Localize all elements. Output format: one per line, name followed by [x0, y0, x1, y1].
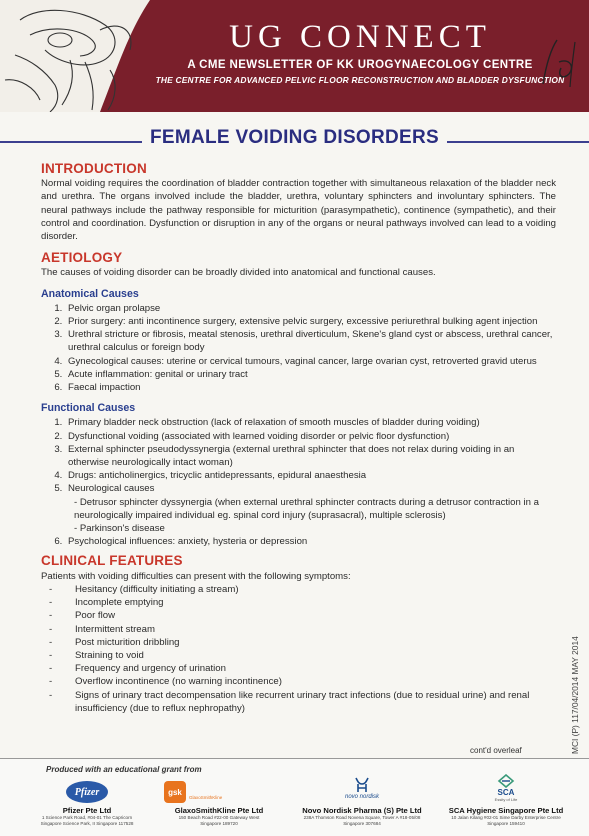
sca-logo-tagline: Essity of Life [494, 797, 518, 802]
symptoms-list [41, 583, 556, 715]
sponsor-address: 10 Jalan Kilang #02-01 Sime Darby Enterprise Centre [451, 815, 561, 820]
clinical-features-intro: Patients with voiding difficulties can present with the following symptoms: [41, 570, 351, 582]
document-title: FEMALE VOIDING DISORDERS [0, 127, 589, 149]
sponsor-name: SCA Hygiene Singapore Pte Ltd [448, 806, 564, 815]
anatomical-causes-heading: Anatomical Causes [41, 287, 139, 300]
introduction-heading: INTRODUCTION [41, 161, 147, 176]
list-item: 3. External sphincter pseudodyssynergia (external urethral sphincter that does not relax during voiding in an otherwise neurologically intact woman) [65, 443, 556, 469]
list-item: - Intermittent stream [41, 623, 556, 636]
anatomical-causes-list [41, 302, 556, 394]
sponsor-name: GlaxoSmithKline Pte Ltd [174, 806, 264, 815]
sponsor-address: 238A Thomson Road Novena Square, Tower A #18-05/08 [303, 815, 421, 820]
pfizer-logo: Pfizer [66, 781, 108, 803]
newsletter-title: UG CONNECT [229, 19, 491, 55]
document-title-row [0, 127, 589, 157]
sponsor-pfizer [22, 773, 152, 826]
list-item: 6. Psychological influences: anxiety, hysteria or depression [65, 535, 556, 548]
list-item: - Hesitancy (difficulty initiating a stream) [41, 583, 556, 596]
newsletter-banner [0, 0, 589, 112]
sca-mark-icon [497, 774, 515, 788]
mci-code: MCI (P) 117/04/2014 MAY 2014 [570, 636, 580, 754]
list-item: - Frequency and urgency of urination [41, 662, 556, 675]
introduction-text: Normal voiding requires the coordination of bladder contraction together with simultaneous relaxation of the bladder neck and urethra. The organs involved include the bladder, urethra, voluntary sphincters and involuntary sphincters. The neural pathways include the pathway responsible for micturition (parasympathetic), continence (sympathetic), and their control and coordination. Dysfunction or disruption in any of the organs or neural pathways involved can lead to a voiding disorder. [41, 178, 556, 243]
gsk-logo: gsk [164, 781, 186, 803]
gsk-logo-text: GlaxoSmithKline [189, 795, 223, 800]
list-item: 4. Drugs: anticholinergics, tricyclic antidepressants, epidural anaesthesia [65, 469, 556, 482]
neurological-subitems [68, 496, 556, 536]
handwritten-mark-icon [535, 32, 585, 92]
sponsor-address: Singapore 307684 [343, 820, 381, 826]
brand-block [150, 18, 570, 85]
newsletter-tagline: THE CENTRE FOR ADVANCED PELVIC FLOOR RECONSTRUCTION AND BLADDER DYSFUNCTION [155, 75, 565, 85]
list-item: - Straining to void [41, 649, 556, 662]
sub-list-item: - Parkinson's disease [74, 523, 165, 535]
sponsor-address: 1 Science Park Road, #04-01 The Capricorn [41, 815, 133, 820]
newsletter-subtitle: A CME NEWSLETTER OF KK UROGYNAECOLOGY CENTRE [187, 59, 533, 71]
aetiology-heading: AETIOLOGY [41, 250, 123, 266]
list-item: - Overflow incontinence (no warning incontinence) [41, 675, 556, 688]
continued-note: cont'd overleaf [470, 746, 522, 755]
list-item-label: Neurological causes [68, 483, 155, 495]
list-item: 4. Gynecological causes: uterine or cervical tumours, vaginal cancer, large ovarian cyst, retroverted gravid uterus [65, 355, 556, 368]
list-item: 6. Faecal impaction [65, 381, 556, 394]
sponsor-footer [0, 758, 589, 836]
clinical-features-heading: CLINICAL FEATURES [41, 553, 183, 569]
article-body [41, 162, 556, 715]
list-item: 3. Urethral stricture or fibrosis, meatal stenosis, urethral diverticulum, Skene's gland cyst or abscess, urethral cancer, urethral calculus or foreign body [65, 328, 556, 354]
list-item: 2. Dysfunctional voiding (associated with learned voiding disorder or pelvic floor dysfunction) [65, 430, 556, 443]
sponsor-name: Novo Nordisk Pharma (S) Pte Ltd [302, 806, 422, 815]
sponsor-name: Pfizer Pte Ltd [62, 806, 112, 815]
sponsor-novo-nordisk [292, 773, 432, 826]
list-item: 5. Acute inflammation: genital or urinary tract [65, 368, 556, 381]
list-item: - Signs of urinary tract decompensation like recurrent urinary tract infections (due to residual urine) and renal insufficiency (due to reflux nephropathy) [41, 689, 556, 715]
sponsor-address: Singapore 159410 [487, 820, 525, 826]
sponsor-address: Singapore Science Park, II Singapore 117528 [40, 820, 134, 826]
sponsor-address: 150 Beach Road #22-00 Gateway West [178, 815, 260, 820]
grant-notice: Produced with an educational grant from [46, 765, 202, 774]
list-item: 1. Pelvic organ prolapse [65, 302, 556, 315]
list-item: - Incomplete emptying [41, 596, 556, 609]
functional-causes-heading: Functional Causes [41, 402, 136, 415]
aetiology-text: The causes of voiding disorder can be broadly divided into anatomical and functional causes. [41, 267, 436, 279]
list-item: - Post micturition dribbling [41, 636, 556, 649]
sponsor-sca [436, 773, 576, 826]
novo-nordisk-logo: novo nordisk [344, 794, 380, 800]
list-item: 2. Prior surgery: anti incontinence surgery, extensive pelvic surgery, excessive periurethral bulking agent injection [65, 315, 556, 328]
list-item: 1. Primary bladder neck obstruction (lack of relaxation of smooth muscles of bladder during voiding) [65, 416, 556, 429]
apis-bull-icon [354, 776, 370, 794]
functional-causes-list [41, 416, 556, 548]
sponsor-address: Singapore 189720 [200, 820, 238, 826]
sca-logo: SCA [497, 788, 515, 797]
pelvic-anatomy-illustration [0, 0, 170, 112]
sub-list-item: - Detrusor sphincter dyssynergia (when external urethral sphincter contracts during a detrusor contraction in a neurologically impaired individual eg. spinal cord injury (suprasacral), multiple sclerosis) [74, 496, 539, 521]
list-item [65, 482, 556, 535]
sponsor-gsk [158, 773, 280, 826]
list-item: - Poor flow [41, 609, 556, 622]
